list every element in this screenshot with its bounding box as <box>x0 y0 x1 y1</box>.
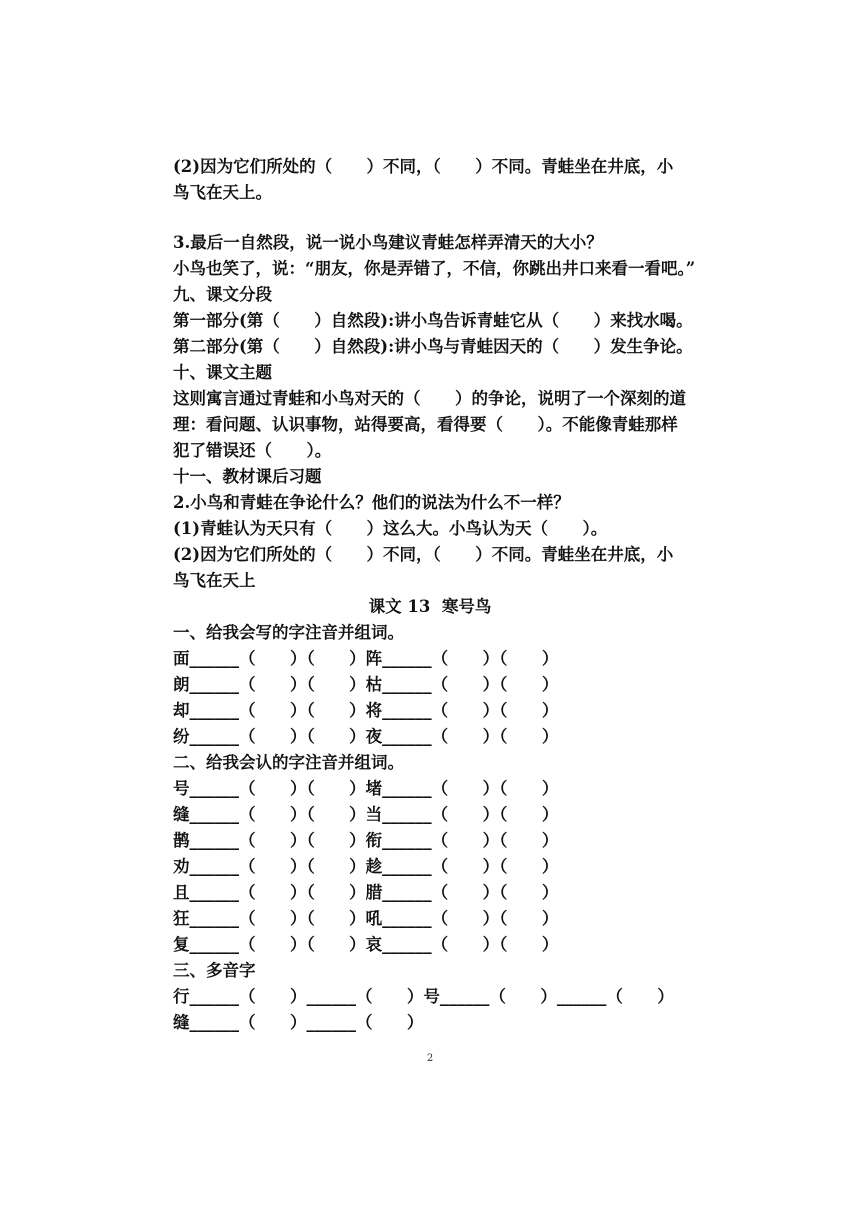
exercise-row: 号______（ ）（ ）堵______（ ）（ ） <box>173 779 559 798</box>
exercise-row: 劝______（ ）（ ）趁______（ ）（ ） <box>173 857 559 876</box>
lesson-title: 课文 13 寒号鸟 <box>368 597 492 616</box>
page-number: 2 <box>426 1053 434 1064</box>
text-line: 犯了错误还（ ）。 <box>173 441 332 460</box>
section-heading: 三、多音字 <box>173 961 256 980</box>
exercise-row: 且______（ ）（ ）腊______（ ）（ ） <box>173 883 559 902</box>
text-line: (2)因为它们所处的（ ）不同，（ ）不同。青蛙坐在井底，小 <box>173 157 674 176</box>
text-line: 第二部分(第（ ）自然段):讲小鸟与青蛙因天的（ ）发生争论。 <box>173 337 693 356</box>
text-line: 3.最后一自然段，说一说小鸟建议青蛙怎样弄清天的大小？ <box>173 233 603 252</box>
exercise-row: 鹊______（ ）（ ）衔______（ ）（ ） <box>173 831 559 850</box>
exercise-row: 缝______（ ）______（ ） <box>173 1013 424 1032</box>
exercise-row: 行______（ ）______（ ）号______（ ）______（ ） <box>173 987 674 1006</box>
text-line: (1)青蛙认为天只有（ ）这么大。小鸟认为天（ ）。 <box>173 519 608 538</box>
text-line: (2)因为它们所处的（ ）不同，（ ）不同。青蛙坐在井底，小 <box>173 545 674 564</box>
section-heading: 九、课文分段 <box>173 285 272 304</box>
text-line: 小鸟也笑了，说：“朋友，你是弄错了，不信，你跳出井口来看一看吧。” <box>173 259 696 278</box>
exercise-row: 朗______（ ）（ ）枯______（ ）（ ） <box>173 675 559 694</box>
exercise-row: 纷______（ ）（ ）夜______（ ）（ ） <box>173 727 559 746</box>
exercise-row: 面______（ ）（ ）阵______（ ）（ ） <box>173 649 559 668</box>
text-line: 第一部分(第（ ）自然段):讲小鸟告诉青蛙它从（ ）来找水喝。 <box>173 311 693 330</box>
exercise-row: 缝______（ ）（ ）当______（ ）（ ） <box>173 805 559 824</box>
text-line: 2.小鸟和青蛙在争论什么？他们的说法为什么不一样？ <box>173 493 570 512</box>
text-line: 鸟飞在天上。 <box>173 183 272 202</box>
exercise-row: 狂______（ ）（ ）吼______（ ）（ ） <box>173 909 559 928</box>
exercise-row: 却______（ ）（ ）将______（ ）（ ） <box>173 701 559 720</box>
section-heading: 一、给我会写的字注音并组词。 <box>173 623 404 642</box>
section-heading: 十、课文主题 <box>173 363 272 382</box>
text-line: 鸟飞在天上 <box>173 571 256 590</box>
text-line: 这则寓言通过青蛙和小鸟对天的（ ）的争论，说明了一个深刻的道 <box>173 389 686 408</box>
text-line: 理：看问题、认识事物，站得要高，看得要（ ）。不能像青蛙那样 <box>173 415 678 434</box>
exercise-row: 复______（ ）（ ）哀______（ ）（ ） <box>173 935 559 954</box>
section-heading: 二、给我会认的字注音并组词。 <box>173 753 404 772</box>
section-heading: 十一、教材课后习题 <box>173 467 322 486</box>
